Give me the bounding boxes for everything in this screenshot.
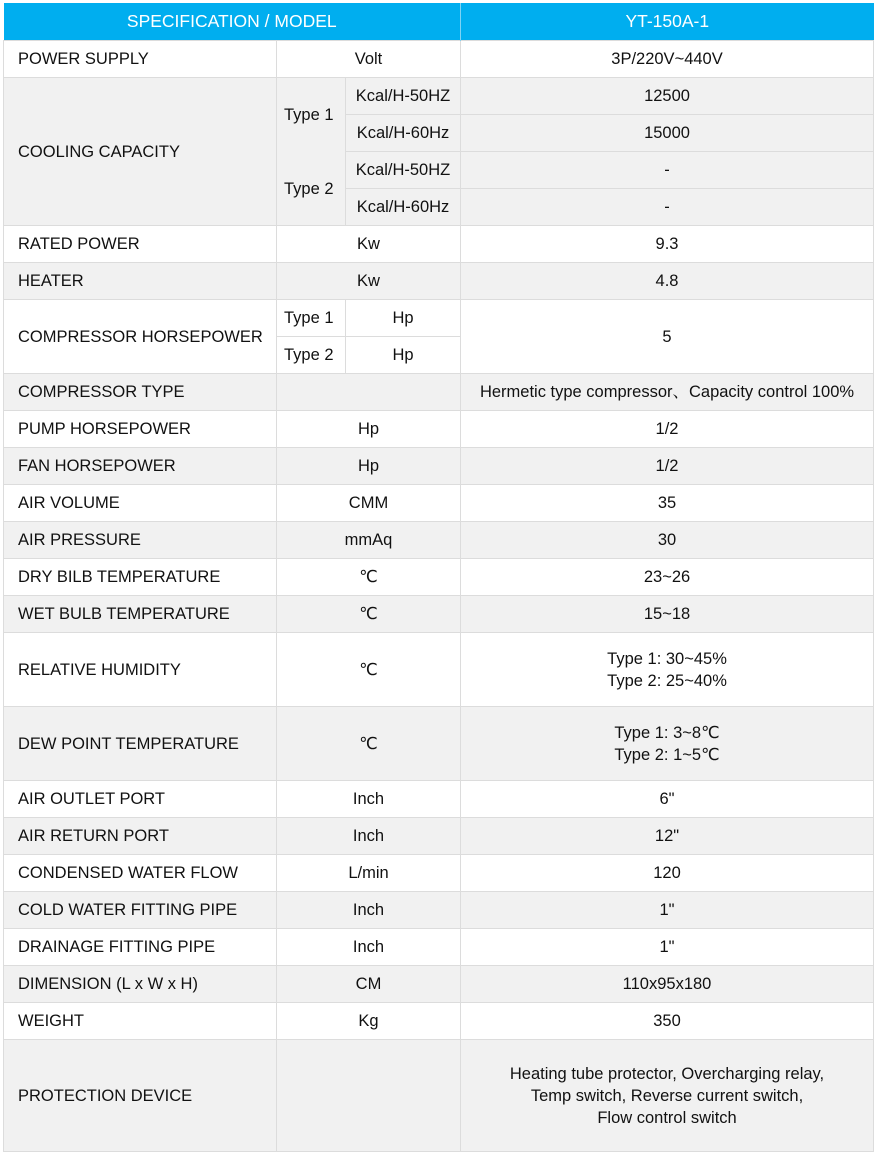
spec-model-header: SPECIFICATION / MODEL: [4, 3, 461, 41]
row-label: DIMENSION (L x W x H): [4, 966, 277, 1003]
table-row-dry-bulb: [4, 559, 874, 596]
specification-table: [3, 3, 874, 1152]
row-unit: Kcal/H-60Hz: [346, 189, 461, 226]
row-value: 110x95x180: [461, 966, 874, 1003]
row-label: FAN HORSEPOWER: [4, 448, 277, 485]
table-row-air-pressure: [4, 522, 874, 559]
value-line: Heating tube protector, Overcharging relay,: [509, 1064, 825, 1083]
table-row-drainage-pipe: [4, 929, 874, 966]
row-unit: mmAq: [277, 522, 461, 559]
row-value: [461, 1040, 874, 1152]
row-value: 6": [461, 781, 874, 818]
row-label: COMPRESSOR HORSEPOWER: [4, 300, 277, 374]
row-label: DEW POINT TEMPERATURE: [4, 707, 277, 781]
row-label: COMPRESSOR TYPE: [4, 374, 277, 411]
row-value: 120: [461, 855, 874, 892]
table-row-air-outlet: [4, 781, 874, 818]
table-row-air-volume: [4, 485, 874, 522]
row-unit: ℃: [277, 596, 461, 633]
table-row-condensed-water: [4, 855, 874, 892]
row-value: 15~18: [461, 596, 874, 633]
row-unit: Kg: [277, 1003, 461, 1040]
row-value: 9.3: [461, 226, 874, 263]
row-unit: Hp: [277, 411, 461, 448]
row-value: 350: [461, 1003, 874, 1040]
table-row-rated-power: [4, 226, 874, 263]
row-label: PROTECTION DEVICE: [4, 1040, 277, 1152]
row-label: DRAINAGE FITTING PIPE: [4, 929, 277, 966]
row-label: COLD WATER FITTING PIPE: [4, 892, 277, 929]
row-label: DRY BILB TEMPERATURE: [4, 559, 277, 596]
row-value: 3P/220V~440V: [461, 41, 874, 78]
table-row-compressor-type: [4, 374, 874, 411]
table-row-wet-bulb: [4, 596, 874, 633]
row-label: WET BULB TEMPERATURE: [4, 596, 277, 633]
value-line: Temp switch, Reverse current switch,: [530, 1086, 804, 1105]
row-label: AIR RETURN PORT: [4, 818, 277, 855]
table-row-protection-device: [4, 1040, 874, 1152]
row-value: -: [461, 152, 874, 189]
row-value: [461, 633, 874, 707]
row-label: RELATIVE HUMIDITY: [4, 633, 277, 707]
row-value: 12": [461, 818, 874, 855]
row-value: 35: [461, 485, 874, 522]
row-label: RATED POWER: [4, 226, 277, 263]
row-unit: Inch: [277, 929, 461, 966]
value-line: Type 2: 1~5℃: [614, 745, 720, 764]
table-row-relative-humidity: [4, 633, 874, 707]
row-value: 1/2: [461, 411, 874, 448]
row-unit: Inch: [277, 892, 461, 929]
row-unit: [277, 374, 461, 411]
compressor-type1-label: Type 1: [277, 300, 346, 337]
table-row-air-return: [4, 818, 874, 855]
row-label: AIR OUTLET PORT: [4, 781, 277, 818]
row-unit: Kcal/H-50HZ: [346, 152, 461, 189]
row-unit: Volt: [277, 41, 461, 78]
row-value: [461, 707, 874, 781]
row-unit: Hp: [346, 300, 461, 337]
row-label: WEIGHT: [4, 1003, 277, 1040]
table-row-pump-hp: [4, 411, 874, 448]
row-unit: ℃: [277, 559, 461, 596]
row-unit: Hp: [277, 448, 461, 485]
row-label: AIR PRESSURE: [4, 522, 277, 559]
row-label: COOLING CAPACITY: [4, 78, 277, 226]
row-value: 23~26: [461, 559, 874, 596]
row-value: 5: [461, 300, 874, 374]
table-row-dew-point: [4, 707, 874, 781]
row-unit: [277, 1040, 461, 1152]
table-row-fan-hp: [4, 448, 874, 485]
model-header: YT-150A-1: [461, 3, 874, 41]
table-row-weight: [4, 1003, 874, 1040]
row-value: 12500: [461, 78, 874, 115]
table-row-cooling-capacity: [4, 78, 874, 115]
row-value: 4.8: [461, 263, 874, 300]
row-value: 1": [461, 929, 874, 966]
table-row-power-supply: [4, 41, 874, 78]
row-label: PUMP HORSEPOWER: [4, 411, 277, 448]
row-unit: CMM: [277, 485, 461, 522]
row-unit: Inch: [277, 818, 461, 855]
row-value: 1": [461, 892, 874, 929]
table-row-dimension: [4, 966, 874, 1003]
cooling-type2-label: Type 2: [277, 152, 346, 226]
row-label: CONDENSED WATER FLOW: [4, 855, 277, 892]
compressor-type2-label: Type 2: [277, 337, 346, 374]
row-unit: Inch: [277, 781, 461, 818]
row-value: 15000: [461, 115, 874, 152]
row-value: 1/2: [461, 448, 874, 485]
value-line: Type 2: 25~40%: [607, 671, 727, 690]
row-unit: CM: [277, 966, 461, 1003]
table-row-cold-water-pipe: [4, 892, 874, 929]
cooling-type1-label: Type 1: [277, 78, 346, 152]
row-unit: Hp: [346, 337, 461, 374]
row-unit: ℃: [277, 633, 461, 707]
row-value: 30: [461, 522, 874, 559]
value-line: Type 1: 3~8℃: [614, 723, 720, 742]
row-value: Hermetic type compressor、Capacity control 100%: [461, 374, 874, 411]
value-line: Flow control switch: [597, 1108, 737, 1127]
row-label: POWER SUPPLY: [4, 41, 277, 78]
row-unit: Kcal/H-60Hz: [346, 115, 461, 152]
row-value: -: [461, 189, 874, 226]
row-unit: Kcal/H-50HZ: [346, 78, 461, 115]
value-line: Type 1: 30~45%: [607, 649, 727, 668]
header-row: [4, 3, 874, 41]
row-unit: Kw: [277, 226, 461, 263]
row-label: AIR VOLUME: [4, 485, 277, 522]
table-row-compressor-hp: [4, 300, 874, 337]
table-row-heater: [4, 263, 874, 300]
row-unit: ℃: [277, 707, 461, 781]
row-unit: Kw: [277, 263, 461, 300]
row-label: HEATER: [4, 263, 277, 300]
row-unit: L/min: [277, 855, 461, 892]
